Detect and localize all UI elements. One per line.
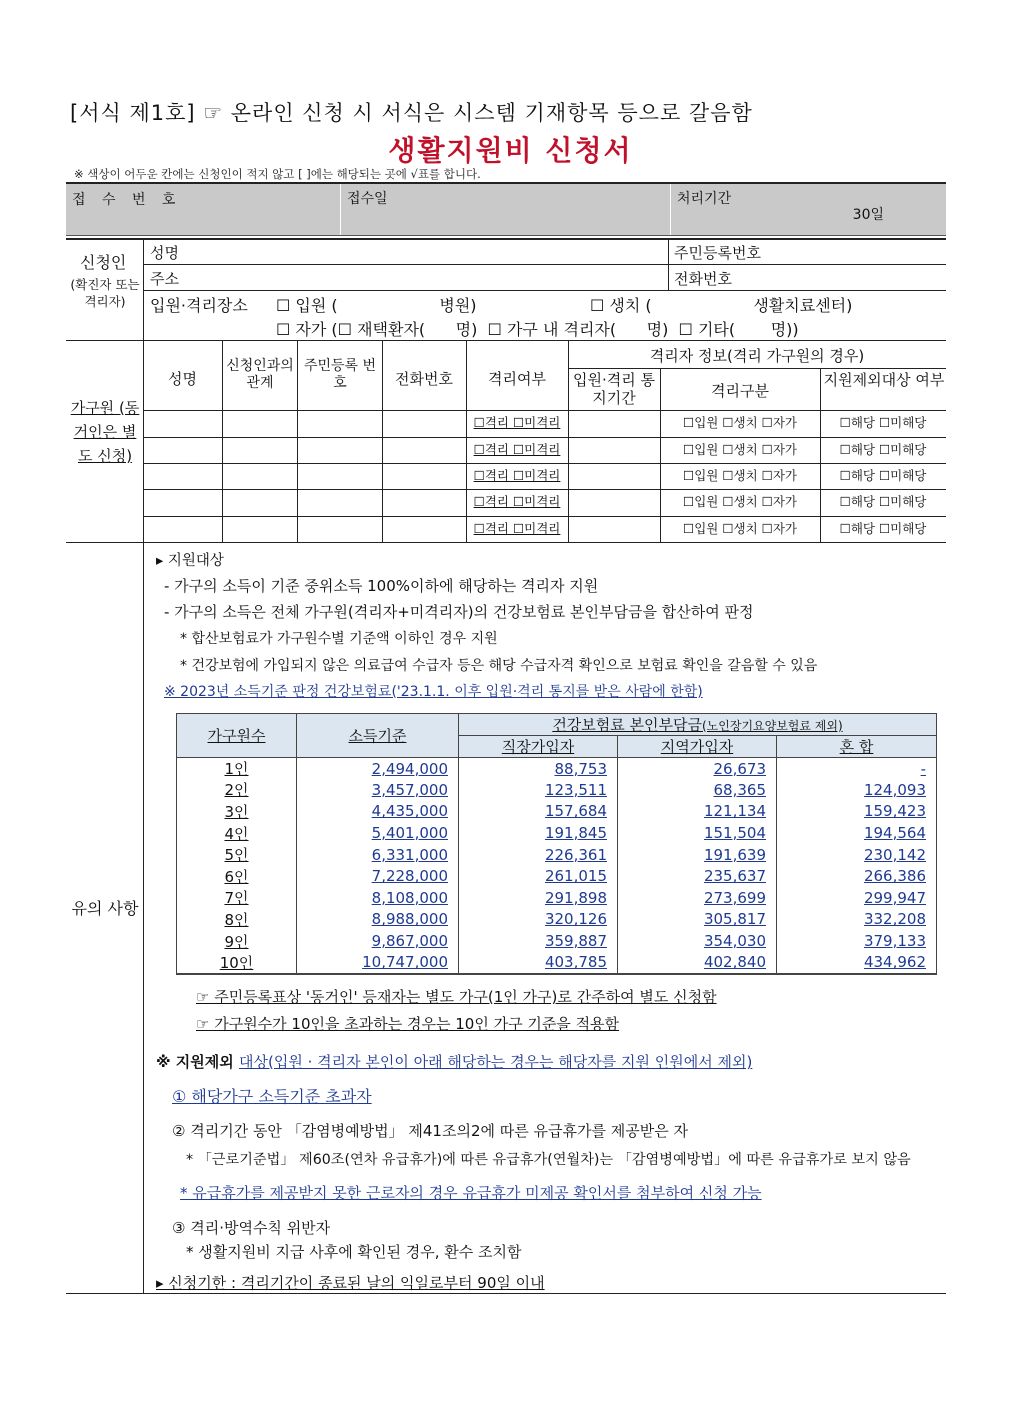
work-cell: 359,887 bbox=[459, 930, 618, 952]
region-cell: 68,365 bbox=[618, 779, 777, 801]
applicant-sublabel: (확진자 또는 격리자) bbox=[70, 277, 140, 309]
household-count-cell: 2인 bbox=[177, 779, 297, 801]
isolation-type-checkbox-group[interactable]: ☐입원 ☐생치 ☐자가 bbox=[682, 494, 797, 509]
isolation-place-label: 입원·격리장소 bbox=[150, 296, 248, 315]
income-cell: 8,108,000 bbox=[297, 887, 459, 909]
form-label: [서식 제1호] ☞ 온라인 신청 시 서식은 시스템 기재항목 등으로 갈음함 bbox=[70, 101, 753, 125]
mixed-cell: 266,386 bbox=[777, 865, 937, 887]
th-mixed: 혼 합 bbox=[777, 736, 937, 758]
income-cell: 8,988,000 bbox=[297, 909, 459, 931]
col-phone: 전화번호 bbox=[395, 370, 453, 388]
household-count-cell: 3인 bbox=[177, 801, 297, 823]
mixed-cell: 299,947 bbox=[777, 887, 937, 909]
work-cell: 291,898 bbox=[459, 887, 618, 909]
th-income: 소득기준 bbox=[297, 714, 459, 758]
resident-number-field[interactable]: 주민등록번호 bbox=[674, 244, 761, 262]
exclusion-item-3: ③ 격리·방역수칙 위반자 bbox=[172, 1219, 331, 1237]
table-row bbox=[177, 952, 937, 974]
work-cell: 191,845 bbox=[459, 822, 618, 844]
treatment-center-checkbox[interactable]: ☐ 생치 ( 생활치료센터) bbox=[590, 296, 853, 315]
mixed-cell: 379,133 bbox=[777, 930, 937, 952]
mixed-cell: 159,423 bbox=[777, 801, 937, 823]
work-cell: 261,015 bbox=[459, 865, 618, 887]
isolation-checkbox-group[interactable]: ☐격리 ☐미격리 bbox=[473, 415, 561, 430]
mixed-cell: 194,564 bbox=[777, 822, 937, 844]
th-household: 가구원수 bbox=[177, 714, 297, 758]
mixed-cell: 124,093 bbox=[777, 779, 937, 801]
isolation-type-checkbox-group[interactable]: ☐입원 ☐생치 ☐자가 bbox=[682, 415, 797, 430]
col-name: 성명 bbox=[168, 370, 197, 388]
work-cell: 226,361 bbox=[459, 844, 618, 866]
processing-period-label: 처리기간 bbox=[677, 191, 732, 207]
income-cell: 3,457,000 bbox=[297, 779, 459, 801]
mixed-cell: 332,208 bbox=[777, 909, 937, 931]
note-line-5: ※ 2023년 소득기준 판정 건강보험료('23.1.1. 이후 입원·격리 통지를 받은 사람에 한함) bbox=[164, 684, 703, 700]
self-isolation-checkbox[interactable]: ☐ 자가 (☐ 재택환자( 명) ☐ 가구 내 격리자( 명) ☐ 기타( 명)) bbox=[276, 320, 799, 339]
mixed-cell: 434,962 bbox=[777, 952, 937, 974]
isolation-checkbox-group[interactable]: ☐격리 ☐미격리 bbox=[473, 468, 561, 483]
region-cell: 235,637 bbox=[618, 865, 777, 887]
income-table bbox=[176, 713, 937, 975]
note-line-2: - 가구의 소득은 전체 가구원(격리자+미격리자)의 건강보험료 본인부담금을 합산하여 판정 bbox=[164, 603, 754, 621]
exclusion-item-2: ② 격리기간 동안 「감염병예방법」 제41조의2에 따른 유급휴가를 제공받은 자 bbox=[172, 1122, 688, 1140]
region-cell: 191,639 bbox=[618, 844, 777, 866]
table-row bbox=[177, 865, 937, 887]
exclusion-checkbox-group[interactable]: ☐해당 ☐미해당 bbox=[839, 494, 927, 509]
household-count-cell: 9인 bbox=[177, 930, 297, 952]
region-cell: 305,817 bbox=[618, 909, 777, 931]
applicant-name-field[interactable]: 성명 bbox=[150, 244, 179, 262]
table-row bbox=[177, 909, 937, 931]
exclusion-checkbox-group[interactable]: ☐해당 ☐미해당 bbox=[839, 442, 927, 457]
phone-field[interactable]: 전화번호 bbox=[674, 270, 732, 288]
processing-period-cell bbox=[670, 184, 946, 235]
receipt-date-cell: 접수일 bbox=[340, 184, 670, 235]
col-relation: 신청인과의 관계 bbox=[226, 358, 294, 391]
exclusion-heading bbox=[156, 1051, 752, 1072]
work-cell: 320,126 bbox=[459, 909, 618, 931]
isolation-checkbox-group[interactable]: ☐격리 ☐미격리 bbox=[473, 521, 561, 536]
exclusion-item-2b: * 유급휴가를 제공받지 못한 근로자의 경우 유급휴가 미제공 확인서를 첨부하여 신청 가능 bbox=[180, 1184, 762, 1202]
region-cell: 151,504 bbox=[618, 822, 777, 844]
table-row bbox=[177, 801, 937, 823]
household-count-cell: 6인 bbox=[177, 865, 297, 887]
isolation-type-checkbox-group[interactable]: ☐입원 ☐생치 ☐자가 bbox=[682, 442, 797, 457]
col-notice-period: 입원·격리 통지기간 bbox=[573, 371, 655, 407]
th-insurance bbox=[459, 714, 937, 736]
exclusion-checkbox-group[interactable]: ☐해당 ☐미해당 bbox=[839, 415, 927, 430]
income-cell: 2,494,000 bbox=[297, 758, 459, 780]
income-cell: 4,435,000 bbox=[297, 801, 459, 823]
region-cell: 26,673 bbox=[618, 758, 777, 780]
col-resident-number: 주민등록 번호 bbox=[303, 358, 377, 391]
isolation-checkbox-group[interactable]: ☐격리 ☐미격리 bbox=[473, 442, 561, 457]
table-row bbox=[177, 758, 937, 780]
notes-label: 유의 사항 bbox=[71, 899, 139, 918]
table-row bbox=[177, 822, 937, 844]
th-region: 지역가입자 bbox=[618, 736, 777, 758]
exclusion-checkbox-group[interactable]: ☐해당 ☐미해당 bbox=[839, 521, 927, 536]
work-cell: 123,511 bbox=[459, 779, 618, 801]
isolation-type-checkbox-group[interactable]: ☐입원 ☐생치 ☐자가 bbox=[682, 468, 797, 483]
work-cell: 403,785 bbox=[459, 952, 618, 974]
table-row bbox=[177, 930, 937, 952]
exclusion-item-2a: * 「근로기준법」 제60조(연차 유급휴가)에 따른 유급휴가(연월차)는 「감염병예방법」에 따른 유급휴가로 보지 않음 bbox=[186, 1152, 911, 1168]
household-count-cell: 1인 bbox=[177, 758, 297, 780]
address-field[interactable]: 주소 bbox=[150, 270, 179, 288]
income-cell: 10,747,000 bbox=[297, 952, 459, 974]
table-row bbox=[177, 887, 937, 909]
col-isolation: 격리여부 bbox=[488, 370, 546, 388]
exclusion-prefix: ※ 지원제외 bbox=[156, 1053, 239, 1071]
income-cell: 5,401,000 bbox=[297, 822, 459, 844]
household-count-cell: 8인 bbox=[177, 909, 297, 931]
exclusion-checkbox-group[interactable]: ☐해당 ☐미해당 bbox=[839, 468, 927, 483]
applicant-label: 신청인 bbox=[80, 253, 127, 272]
work-cell: 88,753 bbox=[459, 758, 618, 780]
isolation-checkbox-group[interactable]: ☐격리 ☐미격리 bbox=[473, 494, 561, 509]
region-cell: 121,134 bbox=[618, 801, 777, 823]
deadline-note: ▸ 신청기한 : 격리기간이 종료된 날의 익일로부터 90일 이내 bbox=[156, 1274, 545, 1292]
household-count-cell: 10인 bbox=[177, 952, 297, 974]
region-cell: 354,030 bbox=[618, 930, 777, 952]
work-cell: 157,684 bbox=[459, 801, 618, 823]
hospital-checkbox[interactable]: ☐ 입원 ( 병원) bbox=[276, 296, 477, 315]
table-row bbox=[177, 779, 937, 801]
exclusion-item-1: ① 해당가구 소득기준 초과자 bbox=[172, 1087, 372, 1106]
household-count-cell: 5인 bbox=[177, 844, 297, 866]
household-count-cell: 4인 bbox=[177, 822, 297, 844]
note-line-3: * 합산보험료가 가구원수별 기준액 이하인 경우 지원 bbox=[180, 631, 498, 647]
income-cell: 7,228,000 bbox=[297, 865, 459, 887]
household-count-cell: 7인 bbox=[177, 887, 297, 909]
exclusion-item-3a: * 생활지원비 지급 사후에 확인된 경우, 환수 조치함 bbox=[186, 1243, 522, 1261]
region-cell: 402,840 bbox=[618, 952, 777, 974]
note-p1: ☞ 주민등록표상 '동거인' 등재자는 별도 가구(1인 가구)로 간주하여 별도 신청함 bbox=[196, 988, 717, 1006]
household-label: 가구원 (동거인은 별도 신청) bbox=[70, 399, 140, 465]
income-cell: 9,867,000 bbox=[297, 930, 459, 952]
isolation-info-header: 격리자 정보(격리 가구원의 경우) bbox=[649, 347, 865, 365]
th-insurance-main: 건강보험료 본인부담금 bbox=[552, 716, 702, 734]
target-title: ▸ 지원대상 bbox=[156, 553, 224, 569]
receipt-number-cell: 접 수 번 호 bbox=[72, 192, 182, 208]
note-line-4: * 건강보험에 가입되지 않은 의료급여 수급자 등은 해당 수급자격 확인으로 보험료 확인을 갈음할 수 있음 bbox=[180, 658, 818, 674]
page-title: 생활지원비 신청서 bbox=[388, 134, 633, 167]
reception-row bbox=[66, 182, 946, 236]
th-insurance-note: (노인장기요양보험료 제외) bbox=[701, 719, 843, 733]
income-cell: 6,331,000 bbox=[297, 844, 459, 866]
note-line-1: - 가구의 소득이 기준 중위소득 100%이하에 해당하는 격리자 지원 bbox=[164, 577, 599, 595]
isolation-type-checkbox-group[interactable]: ☐입원 ☐생치 ☐자가 bbox=[682, 521, 797, 536]
th-work: 직장가입자 bbox=[459, 736, 618, 758]
instruction-note: ※ 색상이 어두운 칸에는 신청인이 적지 않고 [ ]에는 해당되는 곳에 √표를 합니다. bbox=[74, 167, 481, 181]
note-p2: ☞ 가구원수가 10인을 초과하는 경우는 10인 가구 기준을 적용함 bbox=[196, 1015, 620, 1033]
table-row bbox=[177, 844, 937, 866]
mixed-cell: - bbox=[777, 758, 937, 780]
col-exclusion: 지원제외대상 여부 bbox=[823, 371, 945, 389]
processing-period-value: 30일 bbox=[852, 207, 884, 223]
region-cell: 273,699 bbox=[618, 887, 777, 909]
mixed-cell: 230,142 bbox=[777, 844, 937, 866]
exclusion-text: 대상(입원 · 격리자 본인이 아래 해당하는 경우는 해당자를 지원 인원에서 제외) bbox=[239, 1053, 753, 1071]
col-isolation-type: 격리구분 bbox=[711, 382, 769, 400]
